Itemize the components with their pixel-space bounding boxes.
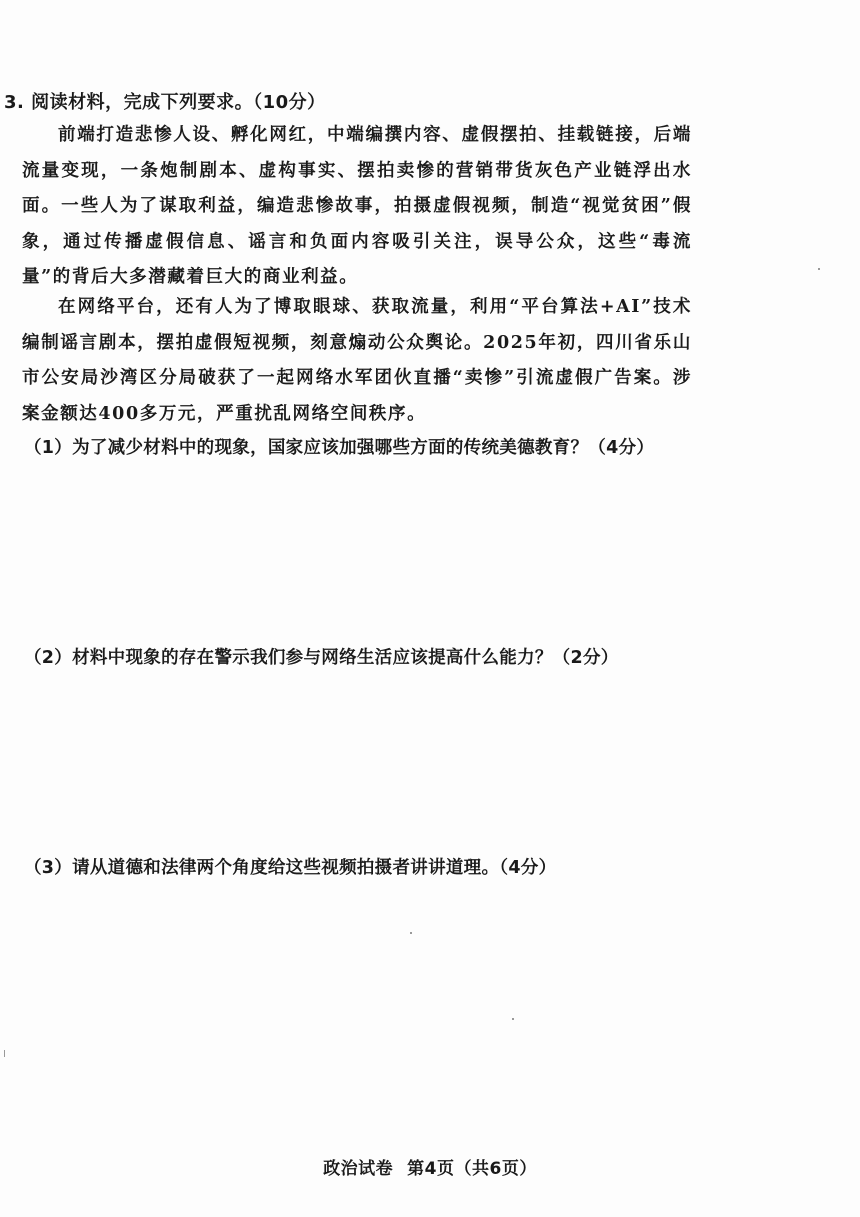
question-title: 3. 阅读材料，完成下列要求。（10分） [4, 92, 326, 113]
sub-question-3: （3）请从道德和法律两个角度给这些视频拍摄者讲讲道理。（4分） [24, 858, 557, 878]
footer-page-number: 第4页（共6页） [407, 1159, 537, 1179]
page-footer [0, 1154, 860, 1179]
scan-speck [512, 1018, 514, 1020]
scan-speck [818, 268, 820, 270]
footer-subject: 政治试卷 [323, 1159, 394, 1179]
scan-speck [4, 1050, 5, 1057]
scan-speck [410, 932, 412, 934]
material-paragraph-1: 前端打造悲惨人设、孵化网红，中端编撰内容、虚假摆拍、挂载链接，后端流量变现，一条炮制剧本、虚构事实、摆拍卖惨的营销带货灰色产业链浮出水面。一些人为了谋取利益，编造悲惨故事，拍摄虚假视频，制造“视觉贫困”假象，通过传播虚假信息、谣言和负面内容吸引关注，误导公众，这些“毒流量”的背后大多潜藏着巨大的商业利益。 [22, 125, 692, 287]
sub-question-1: （1）为了减少材料中的现象，国家应该加强哪些方面的传统美德教育？（4分） [24, 438, 655, 458]
sub-question-2: （2）材料中现象的存在警示我们参与网络生活应该提高什么能力？（2分） [24, 648, 619, 668]
material-paragraph-2: 在网络平台，还有人为了博取眼球、获取流量，利用“平台算法+AI”技术编制谣言剧本，摆拍虚假短视频，刻意煽动公众舆论。2025年初，四川省乐山市公安局沙湾区分局破获了一起网络水军团伙直播“卖惨”引流虚假广告案。涉案金额达400多万元，严重扰乱网络空间秩序。 [22, 297, 692, 424]
